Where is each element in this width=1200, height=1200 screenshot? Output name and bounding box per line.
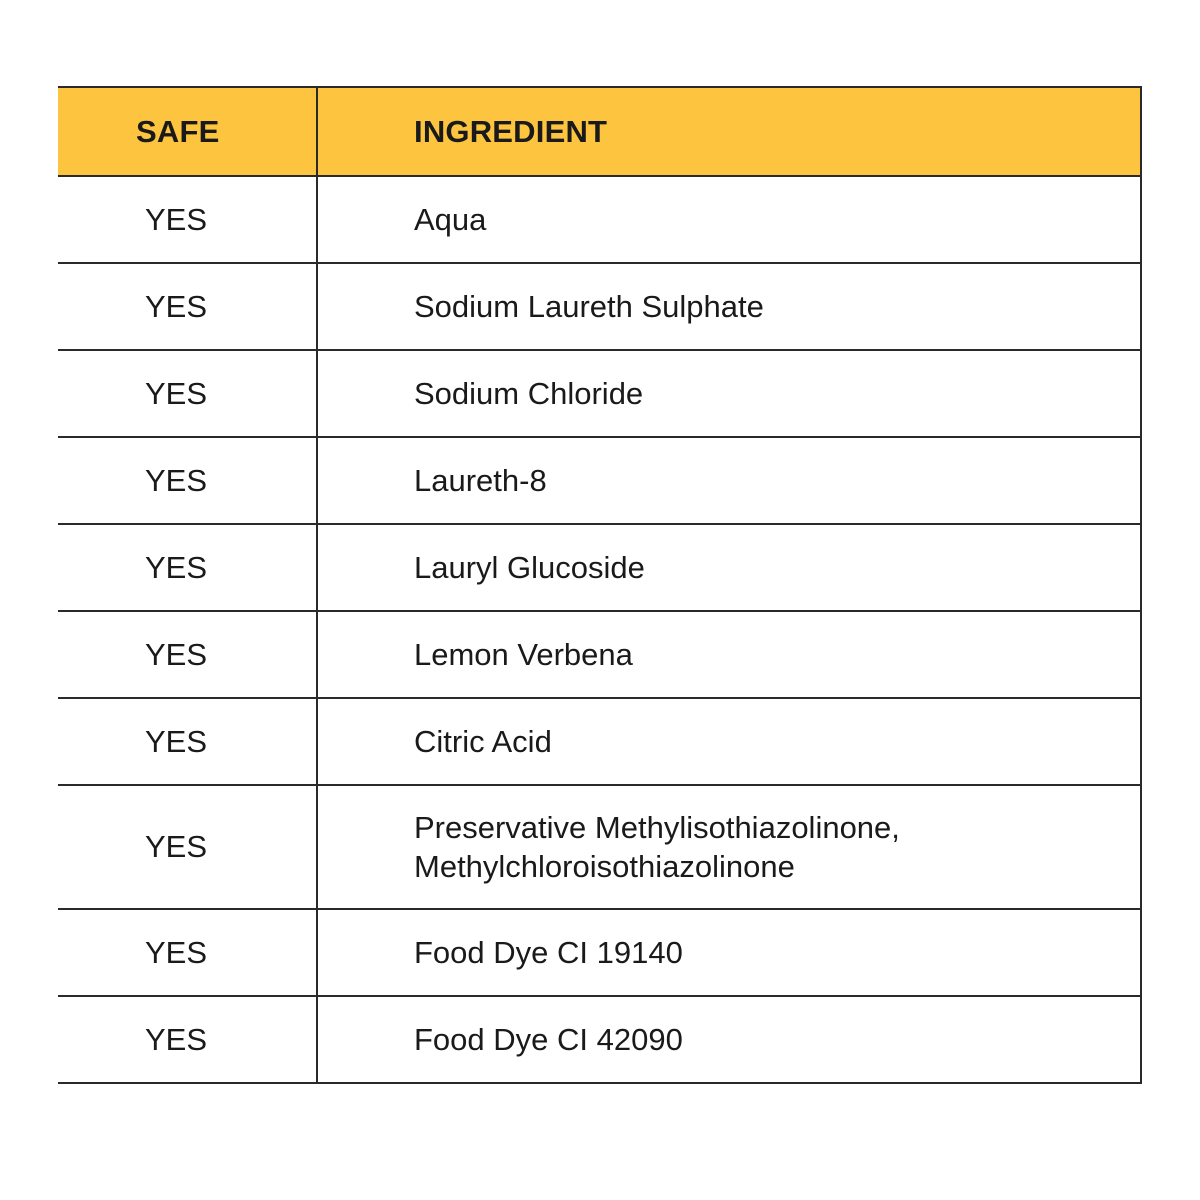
table-row [58, 437, 1141, 524]
table-row [58, 176, 1141, 263]
table-row [58, 785, 1141, 909]
ingredient-cell: Food Dye CI 19140 [317, 909, 1141, 996]
safe-cell: YES [58, 263, 317, 350]
table-row [58, 524, 1141, 611]
safe-cell: YES [58, 785, 317, 909]
column-header-ingredient: INGREDIENT [317, 87, 1141, 176]
table-row [58, 698, 1141, 785]
ingredient-cell: Sodium Laureth Sulphate [317, 263, 1141, 350]
ingredient-cell: Sodium Chloride [317, 350, 1141, 437]
table-body [58, 176, 1141, 1083]
ingredient-cell: Aqua [317, 176, 1141, 263]
table-row [58, 996, 1141, 1083]
safe-cell: YES [58, 524, 317, 611]
ingredient-cell: Lemon Verbena [317, 611, 1141, 698]
table-row [58, 909, 1141, 996]
table-row [58, 350, 1141, 437]
ingredient-cell: Citric Acid [317, 698, 1141, 785]
ingredient-line: Methylchloroisothiazolinone [414, 849, 795, 884]
ingredients-table-container [58, 86, 1141, 1084]
ingredient-cell: Food Dye CI 42090 [317, 996, 1141, 1083]
ingredient-cell: Laureth-8 [317, 437, 1141, 524]
table-row [58, 263, 1141, 350]
safe-cell: YES [58, 437, 317, 524]
ingredient-cell: Lauryl Glucoside [317, 524, 1141, 611]
ingredient-line: Preservative Methylisothiazolinone, [414, 810, 900, 845]
ingredients-table [58, 86, 1142, 1084]
safe-cell: YES [58, 176, 317, 263]
table-header-row [58, 87, 1141, 176]
ingredient-cell [317, 785, 1141, 909]
safe-cell: YES [58, 611, 317, 698]
safe-cell: YES [58, 909, 317, 996]
table-header [58, 87, 1141, 176]
safe-cell: YES [58, 350, 317, 437]
safe-cell: YES [58, 698, 317, 785]
table-row [58, 611, 1141, 698]
column-header-safe: SAFE [58, 87, 317, 176]
safe-cell: YES [58, 996, 317, 1083]
